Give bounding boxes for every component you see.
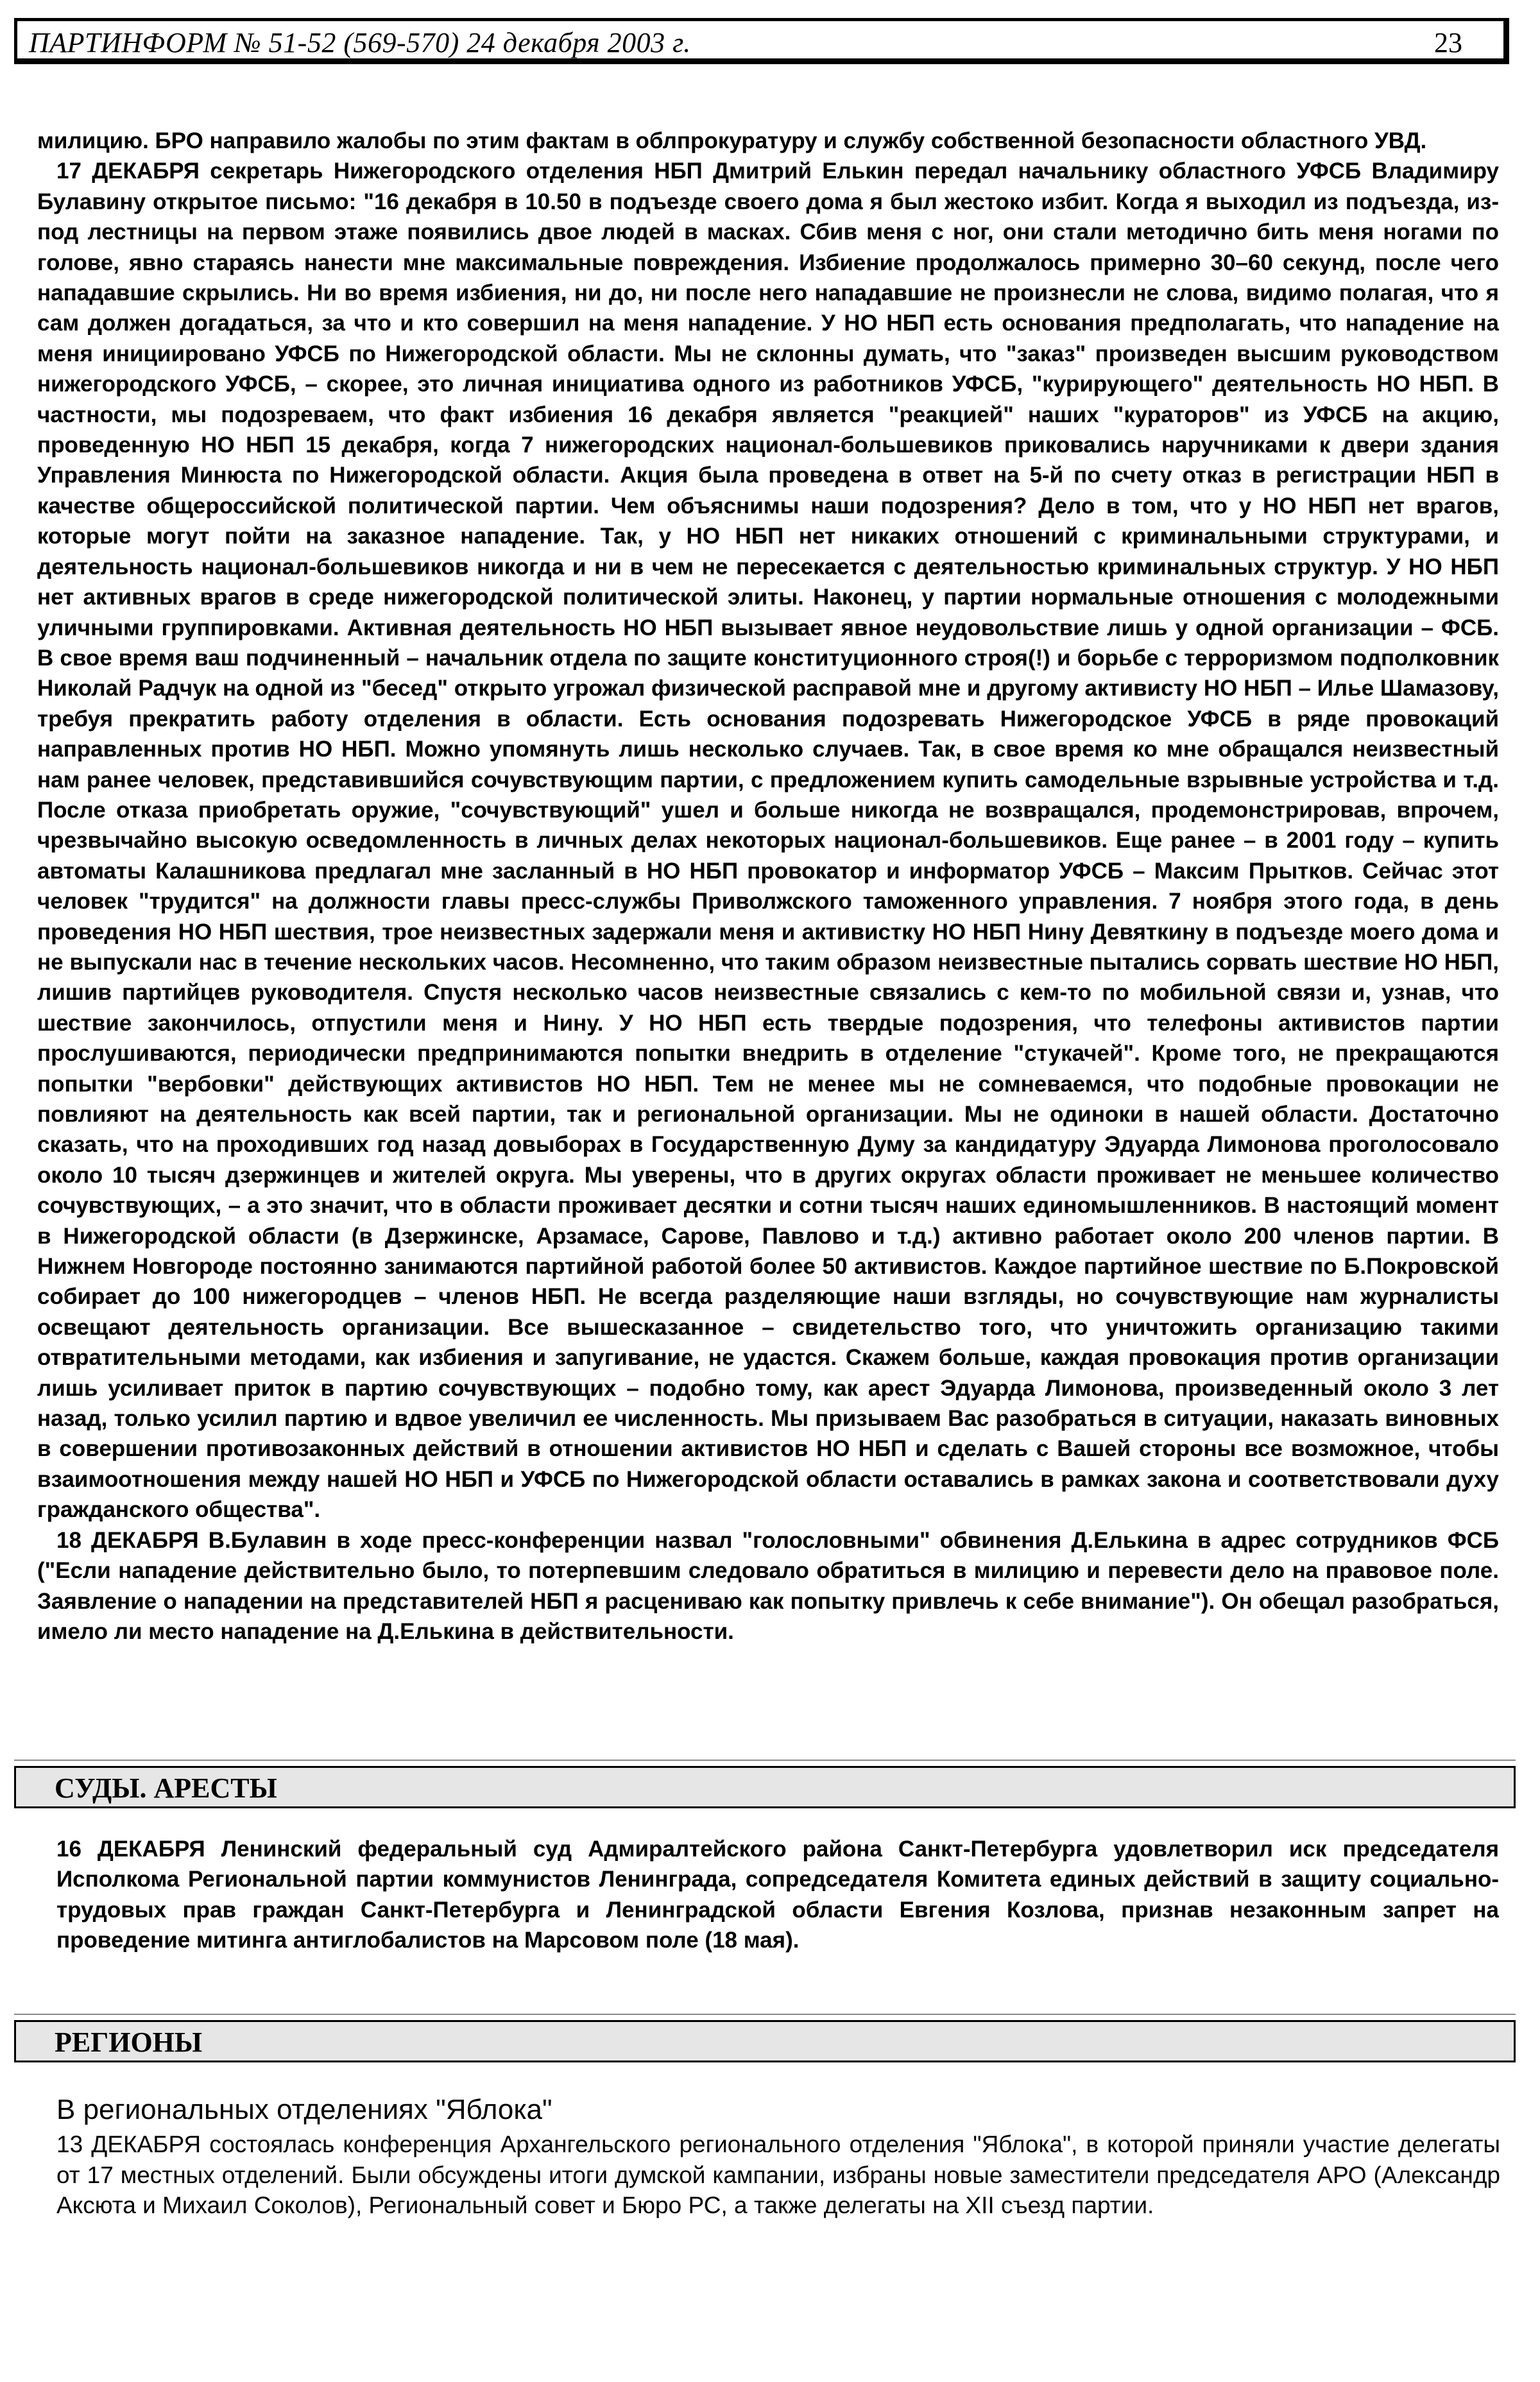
regions-paragraph: 13 ДЕКАБРЯ состоялась конференция Архангельского регионального отделения "Яблока", в которой приняли участие делегаты от 17 местных отделений. Были обсуждены итоги думской кампании, избраны новые заместители председателя АРО (Александр Аксюта и Михаил Соколов), Региональный совет и Бюро РС, а также делегаты на XII съезд партии.: [56, 2131, 1500, 2218]
courts-paragraph: 16 ДЕКАБРЯ Ленинский федеральный суд Адмиралтейского района Санкт-Петербурга удовлетворил иск председателя Исполкома Региональной партии коммунистов Ленинграда, сопредседателя Комитета единых действий в защиту социально-трудовых прав граждан Санкт-Петербурга и Ленинградской области Евгения Козлова, признав незаконным запрет на проведение митинга антиглобалистов на Марсовом поле (18 мая).: [56, 1837, 1499, 1953]
section-divider: [14, 2014, 1516, 2015]
section-title: СУДЫ. АРЕСТЫ: [55, 1772, 277, 1804]
article-paragraph: 17 ДЕКАБРЯ секретарь Нижегородского отделения НБП Дмитрий Елькин передал начальнику областного УФСБ Владимиру Булавину открытое письмо: "16 декабря в 10.50 в подъезде своего дома я был жестоко избит. Когда я выходил из подъезда, из-под лестницы на первом этаже появились двое людей в масках. Сбив меня с ног, они стали методично бить меня ногами по голове, явно стараясь нанести мне максимальные повреждения. Избиение продолжалось примерно 30–60 секунд, после чего нападавшие скрылись. Ни во время избиения, ни до, ни после него нападавшие не произнесли не слова, видимо полагая, что я сам должен догадаться, за что и кто совершил на меня нападение. У НО НБП есть основания предполагать, что нападение на меня инициировано УФСБ по Нижегородской области. Мы не склонны думать, что "заказ" произведен высшим руководством нижегородского УФСБ, – скорее, это личная инициатива одного из работников УФСБ, "курирующего" деятельность НО НБП. В частности, мы подозреваем, что факт избиения 16 декабря является "реакцией" наших "кураторов" из УФСБ на акцию, проведенную НО НБП 15 декабря, когда 7 нижегородских национал-большевиков приковались наручниками к двери здания Управления Минюста по Нижегородской области. Акция была проведена в ответ на 5-й по счету отказ в регистрации НБП в качестве общероссийской политической партии. Чем объяснимы наши подозрения? Дело в том, что у НО НБП нет врагов, которые могут пойти на заказное нападение. Так, у НО НБП нет никаких отношений с криминальными структурами, и деятельность национал-большевиков никогда и ни в чем не пересекается с деятельностью криминальных структур. У НО НБП нет активных врагов в среде нижегородской политической элиты. Наконец, у партии нормальные отношения с молодежными уличными группировками. Активная деятельность НО НБП вызывает явное неудовольствие лишь у одной организации – ФСБ. В свое время ваш подчиненный – начальник отдела по защите конституционного строя(!) и борьбе с терроризмом подполковник Николай Радчук на одной из "бесед" открыто угрожал физической расправой мне и другому активисту НО НБП – Илье Шамазову, требуя прекратить работу отделения в области. Есть основания подозревать Нижегородское УФСБ в ряде провокаций направленных против НО НБП. Можно упомянуть лишь несколько случаев. Так, в свое время ко мне обращался неизвестный нам ранее человек, представившийся сочувствующим партии, с предложением купить самодельные взрывные устройства и т.д. После отказа приобретать оружие, "сочувствующий" ушел и больше никогда не возвращался, продемонстрировав, впрочем, чрезвычайно высокую осведомленность в личных делах некоторых национал-большевиков. Еще ранее – в 2001 году – купить автоматы Калашникова предлагал мне засланный в НО НБП провокатор и информатор УФСБ – Максим Прытков. Сейчас этот человек "трудится" на должности главы пресс-службы Приволжского таможенного управления. 7 ноября этого года, в день проведения НО НБП шествия, трое неизвестных задержали меня и активистку НО НБП Нину Девяткину в подъезде моего дома и не выпускали нас в течение нескольких часов. Несомненно, что таким образом неизвестные пытались сорвать шествие НО НБП, лишив партийцев руководителя. Спустя несколько часов неизвестные связались с кем-то по мобильной связи и, узнав, что шествие закончилось, отпустили меня и Нину. У НО НБП есть твердые подозрения, что телефоны активистов партии прослушиваются, периодически предпринимаются попытки внедрить в отделение "стукачей". Кроме того, не прекращаются попытки "вербовки" действующих активистов НО НБП. Тем не менее мы не сомневаемся, что подобные провокации не повлияют на деятельность как всей партии, так и региональной организации. Мы не одиноки в нашей области. Достаточно сказать, что на проходивших год назад довыборах в Государственную Думу за кандидатуру Эдуарда Лимонова проголосовало около 10 тысяч дзержинцев и жителей округа. Мы уверены, что в других округах области проживает не меньшее количество сочувствующих, – а это значит, что в области проживает десятки и сотни тысяч наших единомышленников. В настоящий момент в Нижегородской области (в Дзержинске, Арзамасе, Сарове, Павлово и т.д.) активно работает около 200 членов партии. В Нижнем Новгороде постоянно занимаются партийной работой более 50 активистов. Каждое партийное шествие по Б.Покровской собирает до 100 нижегородцев – членов НБП. Не всегда разделяющие наши взгляды, но сочувствующие нам журналисты освещают деятельность организации. Все вышесказанное – свидетельство того, что уничтожить организацию такими отвратительными методами, как избиения и запугивание, не удастся. Скажем больше, каждая провокация против организации лишь усиливает приток в партию сочувствующих – подобно тому, как арест Эдуарда Лимонова, произведенный около 3 лет назад, только усилил партию и вдвое увеличил ее численность. Мы призываем Вас разобраться в ситуации, наказать виновных в совершении противозаконных действий в отношении активистов НО НБП и сделать с Вашей стороны все возможное, чтобы взаимоотношения между нашей НО НБП и УФСБ по Нижегородской области оставались в рамках закона и соответствовали духу гражданского общества".: [37, 159, 1499, 1523]
article-paragraph: 18 ДЕКАБРЯ В.Булавин в ходе пресс-конференции назвал "голословными" обвинения Д.Елькина в адрес сотрудников ФСБ ("Если нападение действительно было, то потерпевшим следовало обратиться в милицию и перевести дело на правовое поле. Заявление о нападении на представителей НБП я расцениваю как попытку привлечь к себе внимание"). Он обещал разобраться, имело ли место нападение на Д.Елькина в действительности.: [37, 1527, 1499, 1644]
section-header-courts: [14, 1766, 1516, 1808]
article-body: [37, 126, 1499, 1647]
publication-title: ПАРТИНФОРМ № 51-52 (569-570) 24 декабря 2003 г.: [29, 27, 691, 58]
section-title: РЕГИОНЫ: [55, 2026, 203, 2058]
page-header: [14, 18, 1509, 64]
section-header-regions: [14, 2020, 1516, 2062]
section-divider: [14, 1760, 1516, 1761]
article-paragraph: милицию. БРО направило жалобы по этим фактам в облпрокуратуру и службу собственной безопасности областного УВД.: [37, 128, 1427, 153]
page-number: 23: [1434, 27, 1462, 58]
regions-subheading: В региональных отделениях "Яблока": [56, 2094, 552, 2125]
courts-body: [56, 1834, 1499, 1956]
